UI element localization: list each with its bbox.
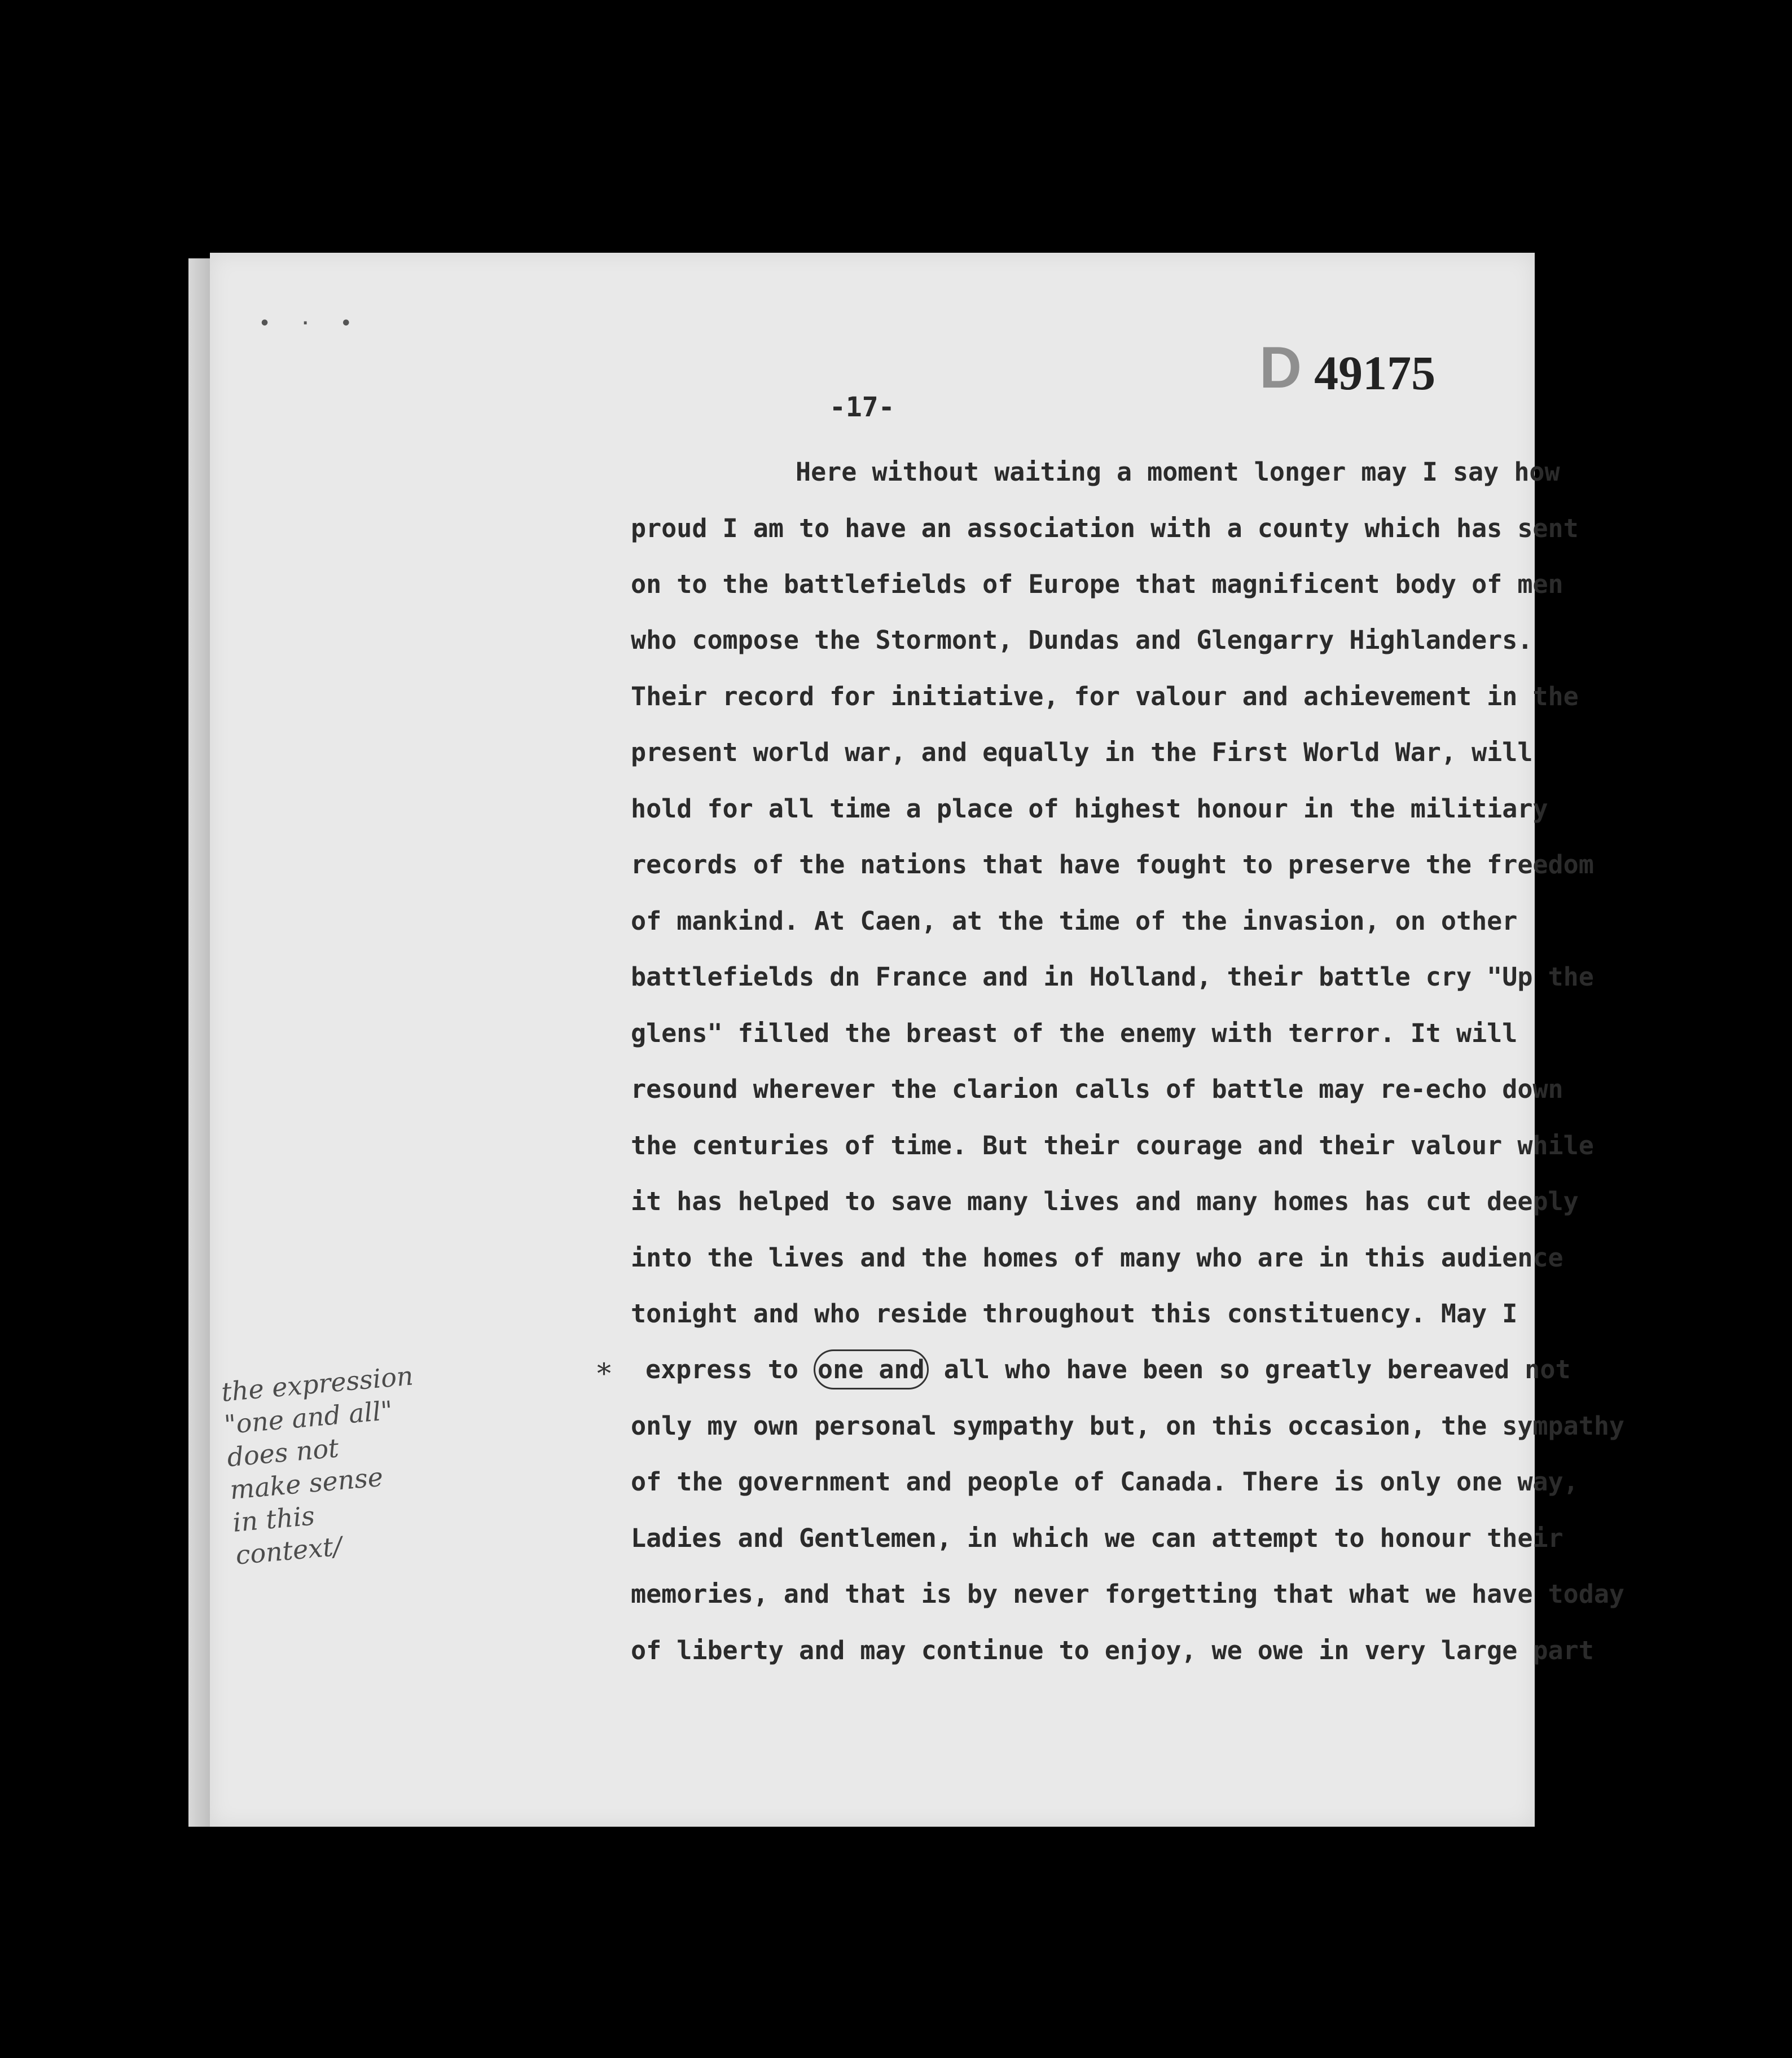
line-segment: all who have been so greatly bereaved not: [928, 1355, 1571, 1384]
document-stamp: [1259, 335, 1436, 401]
text-line: who compose the Stormont, Dundas and Glengarry Highlanders.: [631, 625, 1533, 655]
text-line: glens" filled the breast of the enemy with terror. It will: [631, 1018, 1518, 1048]
text-line: battlefields dn France and in Holland, their battle cry "Up the: [631, 962, 1594, 992]
margin-note-line: in this: [231, 1500, 316, 1538]
text-line: memories, and that is by never forgetting that what we have today: [631, 1579, 1624, 1609]
typed-page: [210, 253, 1624, 1827]
handwritten-margin-note: [220, 1360, 431, 1572]
margin-note-line: does not: [226, 1432, 340, 1473]
text-line: tonight and who reside throughout this constituency. May I: [631, 1299, 1518, 1329]
text-line: the centuries of time. But their courage and their valour while: [631, 1131, 1594, 1160]
document-number: 49175: [1314, 346, 1436, 400]
text-line: Their record for initiative, for valour and achievement in the: [631, 681, 1579, 711]
text-line: on to the battlefields of Europe that magnificent body of men: [631, 569, 1563, 599]
text-line: Here without waiting a moment longer may I say how: [796, 457, 1560, 487]
circled-phrase: one and: [814, 1349, 929, 1389]
text-line: proud I am to have an association with a county which has sent: [631, 513, 1579, 543]
text-line: resound wherever the clarion calls of battle may re-echo down: [631, 1074, 1563, 1104]
line-segment: express to: [645, 1355, 814, 1384]
text-line: of mankind. At Caen, at the time of the invasion, on other: [631, 906, 1518, 936]
text-line: it has helped to save many lives and many homes has cut deeply: [631, 1186, 1579, 1216]
margin-note-line: "one and all": [223, 1395, 394, 1440]
text-line: hold for all time a place of highest honour in the militiary: [631, 794, 1548, 824]
handwritten-asterisk: *: [597, 1357, 611, 1390]
stamp-letter: D: [1259, 335, 1302, 401]
corner-marks: • · •: [260, 314, 362, 333]
text-line: only my own personal sympathy but, on this occasion, the sympathy: [631, 1411, 1624, 1441]
text-line: into the lives and the homes of many who are in this audience: [631, 1243, 1563, 1273]
page-number: -17-: [829, 392, 895, 423]
margin-note-line: the expression: [220, 1360, 415, 1408]
margin-note-line: context/: [234, 1531, 344, 1571]
text-line: Ladies and Gentlemen, in which we can attempt to honour their: [631, 1523, 1563, 1553]
text-line-with-circled-words: [645, 1357, 1571, 1382]
margin-note-line: make sense: [229, 1461, 384, 1505]
text-line: present world war, and equally in the First World War, will: [631, 737, 1533, 767]
text-line: records of the nations that have fought to preserve the freedom: [631, 850, 1594, 880]
text-line: of liberty and may continue to enjoy, we owe in very large part: [631, 1635, 1594, 1665]
text-line: of the government and people of Canada. There is only one way,: [631, 1467, 1579, 1497]
